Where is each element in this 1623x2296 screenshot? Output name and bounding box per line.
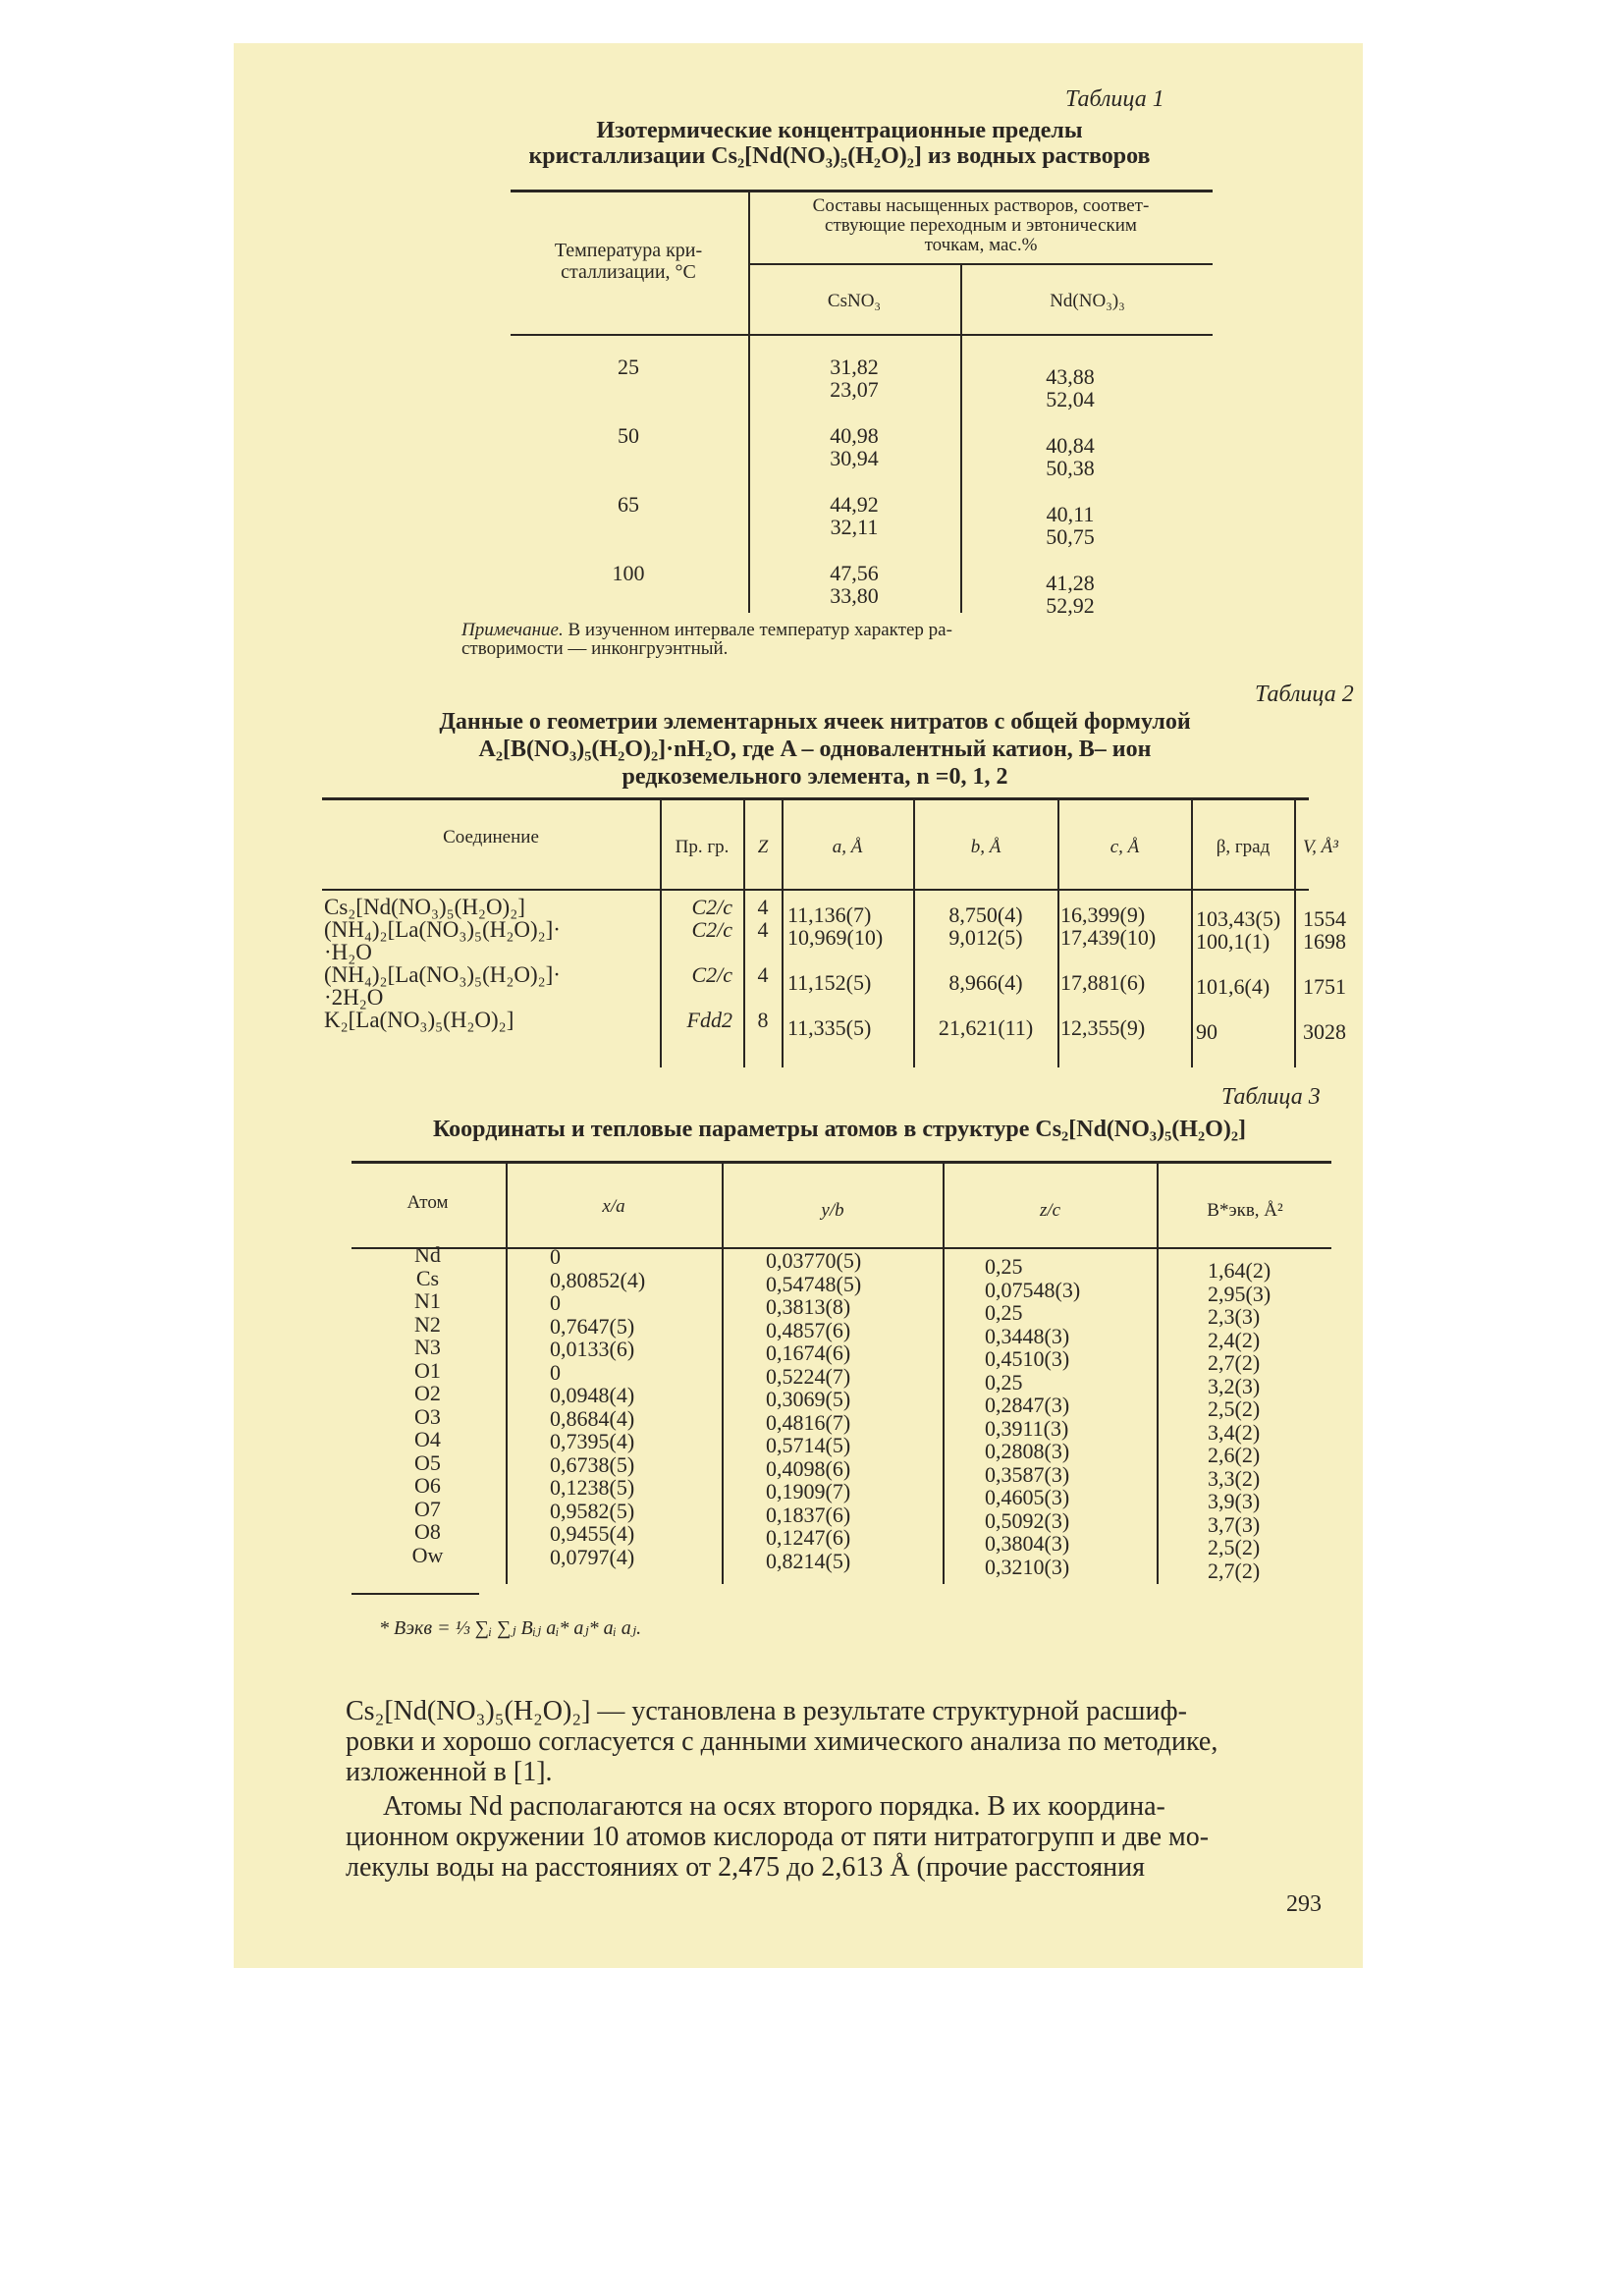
table1-cell-csno3: 40,98: [830, 423, 879, 448]
table3-col-b: 1,64(2) 2,95(3) 2,3(3) 2,4(2) 2,7(2) 3,2(3) 2,5(2) 3,4(2) 2,6(2) 3,3(2) 3,9(3) 3,7(3) 2,5(2) 2,7(2): [1208, 1258, 1271, 1583]
table1-cell-ndno3: 50,75: [1046, 524, 1095, 549]
table2-header-v: V, Å³: [1303, 837, 1338, 857]
body-paragraph-1: Cs₂[Nd(NO₃)₅(H₂O)₂] — установлена в результате структурной расшиф- ровки и хорошо согласуется с данными химического анализа по методике, изложенной в [1].: [346, 1696, 1218, 1787]
body-paragraph-2: Атомы Nd располагаются на осях второго порядка. В их координа- ционном окружении 10 атомов кислорода от пяти нитратогрупп и две мо- лекулы воды на расстояниях от 2,475 до 2,613 Å (прочие расстояния: [346, 1791, 1210, 1883]
table1-cell-csno3: 44,92: [830, 492, 879, 517]
table2-col-v: 1554 1698 1751 3028: [1303, 906, 1346, 1044]
table3-col-atom: Nd Cs N1 N2 N3 O1 O2 O3 O4 O5 O6 O7 O8 Ow: [411, 1242, 444, 1567]
table3-title: Координаты и тепловые параметры атомов в структуре Cs₂[Nd(NO₃)₅(H₂O)₂]: [432, 1117, 1247, 1142]
table1-note: [461, 621, 1217, 658]
table2-col-compound: Cs₂[Nd(NO₃)₅(H₂O)₂] (NH₄)₂[La(NO₃)₅(H₂O)₂]· ·H₂O (NH₄)₂[La(NO₃)₅(H₂O)₂]· ·2H₂O K₂[La(NO₃)₅(H₂O)₂]: [324, 895, 561, 1032]
table3-col-x: 0 0,80852(4) 0 0,7647(5) 0,0133(6) 0 0,0948(4) 0,8684(4) 0,7395(4) 0,6738(5) 0,1238(5) 0,9582(5) 0,9455(4) 0,0797(4): [550, 1244, 646, 1569]
table3-header-z: z/c: [1039, 1200, 1061, 1221]
table1-cell-csno3: 32,11: [830, 515, 879, 539]
page-number: 293: [1286, 1891, 1322, 1917]
table1-cell-ndno3: 52,92: [1046, 593, 1095, 618]
table1-cell-csno3: 23,07: [830, 377, 879, 402]
table1-col-csno3: CsNO₃: [827, 291, 882, 311]
table1-cell-ndno3: 40,84: [1046, 433, 1095, 458]
table3-col-y: 0,03770(5) 0,54748(5) 0,3813(8) 0,4857(6) 0,1674(6) 0,5224(7) 0,3069(5) 0,4816(7) 0,5714(5) 0,4098(6) 0,1909(7) 0,1837(6) 0,1247(6) 0,8214(5): [766, 1248, 862, 1573]
table2-col-spacegroup: C2/c C2/c C2/c Fdd2: [686, 895, 732, 1032]
table1-cell-csno3: 33,80: [830, 583, 879, 608]
table3-footnote: * Bэкв = ⅓ ∑ᵢ ∑ⱼ Bᵢⱼ aᵢ* aⱼ* aᵢ aⱼ.: [379, 1617, 642, 1639]
table1-note-label: Примечание.: [461, 620, 564, 640]
table1-vrule-body-2: [960, 336, 962, 613]
table2-col-b: 8,750(4) 9,012(5) 8,966(4) 21,621(11): [938, 902, 1034, 1040]
table2-col-beta: 103,43(5) 100,1(1) 101,6(4) 90: [1196, 906, 1281, 1044]
table1-col-temp: Температура кри- сталлизации, °С: [554, 240, 703, 283]
table1-cell-ndno3: 52,04: [1046, 387, 1095, 411]
table1-cell-csno3: 47,56: [830, 561, 879, 585]
table1-label: Таблица 1: [1065, 86, 1164, 112]
table2-col-z: 4 4 4 8: [757, 895, 769, 1032]
footnote-rule: [352, 1593, 479, 1595]
table3-vrule-1: [506, 1164, 508, 1584]
table3-header-x: x/a: [602, 1196, 625, 1217]
table2-title-line2: A₂[B(NO₃)₅(H₂O)₂]·nH₂O, где A – одновалентный катион, B– ион: [478, 737, 1152, 762]
table1-header-rule: [511, 334, 1213, 336]
table1-col-group: Составы насыщенных растворов, соответ- ствующие переходным и эвтоническим точкам, мас.%: [812, 195, 1150, 255]
table1-cell-temperature: 65: [618, 492, 639, 517]
table1-cell-temperature: 50: [618, 423, 639, 448]
table1-title-line1: Изотермические концентрационные пределы: [596, 118, 1083, 143]
table1-cell-csno3: 31,82: [830, 355, 879, 379]
table3-vrule-3: [943, 1164, 945, 1584]
table3-label: Таблица 3: [1221, 1084, 1321, 1110]
table2-header-c: c, Å: [1109, 837, 1140, 857]
table1-cell-temperature: 25: [618, 355, 639, 379]
table1-group-rule: [748, 263, 1213, 265]
table1-cell-ndno3: 40,11: [1046, 502, 1095, 526]
table3-header-atom: Атом: [406, 1192, 449, 1213]
table3-vrule-4: [1157, 1164, 1159, 1584]
table2-header-a: a, Å: [832, 837, 863, 857]
table2-title-line1: Данные о геометрии элементарных ячеек нитратов с общей формулой: [439, 709, 1191, 735]
table2-header-b: b, Å: [970, 837, 1001, 857]
table3-col-z: 0,25 0,07548(3) 0,25 0,3448(3) 0,4510(3) 0,25 0,2847(3) 0,3911(3) 0,2808(3) 0,3587(3) 0,4605(3) 0,5092(3) 0,3804(3) 0,3210(3): [985, 1254, 1081, 1579]
table1-cell-ndno3: 41,28: [1046, 571, 1095, 595]
table1-cell-temperature: 100: [612, 561, 645, 585]
table2-header-rule: [322, 889, 1309, 891]
table3-vrule-2: [722, 1164, 724, 1584]
table3-header-b: B*экв, Å²: [1207, 1200, 1283, 1221]
table2-col-a: 11,136(7) 10,969(10) 11,152(5) 11,335(5): [787, 902, 884, 1040]
table2-header-compound: Соединение: [443, 827, 539, 847]
table2-header-z: Z: [757, 837, 769, 857]
table2-top-rule: [322, 797, 1309, 800]
table1-title-line2: кристаллизации Cs₂[Nd(NO₃)₅(H₂O)₂] из водных растворов: [528, 143, 1151, 169]
table3-top-rule: [352, 1161, 1331, 1164]
table2-header-spacegroup: Пр. гр.: [675, 837, 730, 857]
table1-col-ndno3: Nd(NO₃)₃: [1050, 291, 1125, 311]
table2-title-line3: редкоземельного элемента, n =0, 1, 2: [622, 764, 1008, 790]
table1-cell-ndno3: 50,38: [1046, 456, 1095, 480]
table2-col-c: 16,399(9) 17,439(10) 17,881(6) 12,355(9): [1060, 902, 1157, 1040]
table1-cell-ndno3: 43,88: [1046, 364, 1095, 389]
table1-cell-csno3: 30,94: [830, 446, 879, 470]
table2-label: Таблица 2: [1255, 682, 1354, 707]
table1-note-text: В изученном интервале температур характер ра- створимости — инконгруэнтный.: [461, 620, 952, 659]
table2-header-beta: β, град: [1216, 837, 1271, 857]
table1-top-rule: [511, 190, 1213, 192]
table1-vrule-body-1: [748, 336, 750, 613]
table3-header-y: y/b: [821, 1200, 844, 1221]
